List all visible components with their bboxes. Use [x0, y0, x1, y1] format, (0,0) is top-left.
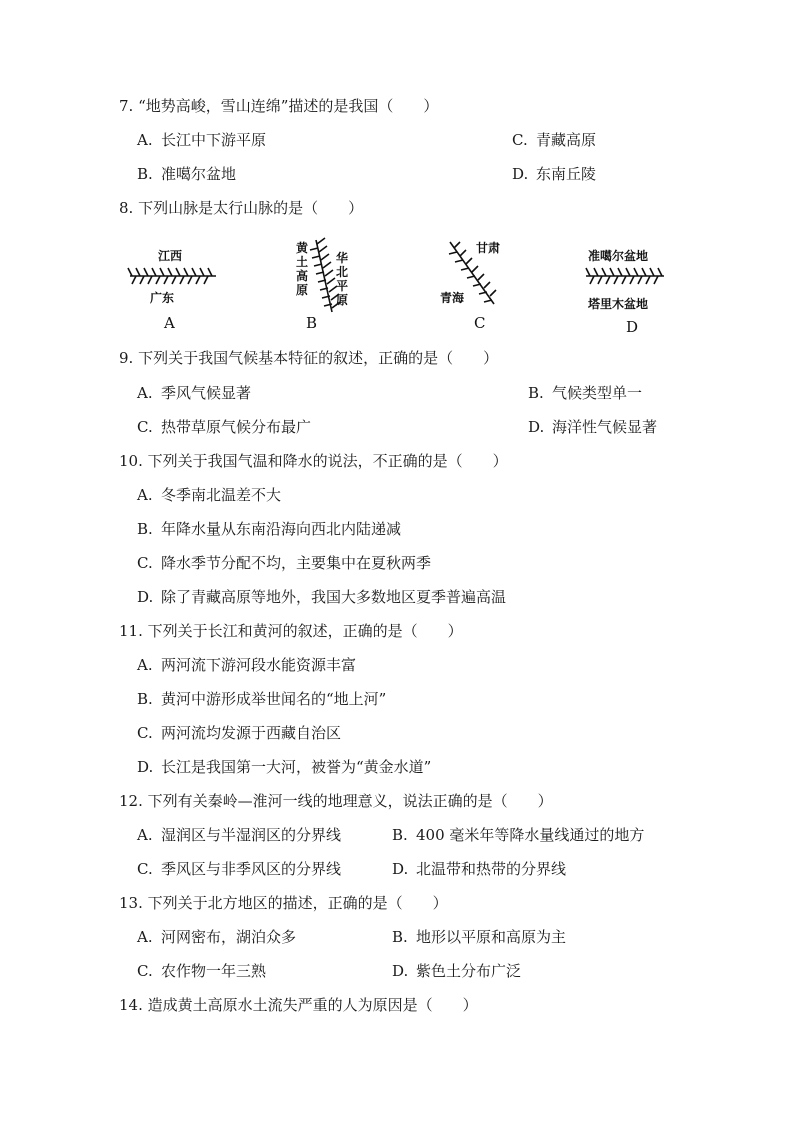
mountain-option-d[interactable] — [586, 248, 664, 336]
question-9-option-c[interactable] — [137, 418, 311, 436]
option-text: 长江中下游平原 — [161, 131, 267, 149]
svg-text:原: 原 — [336, 293, 349, 307]
mountain-option-a[interactable] — [128, 248, 216, 332]
map-label: 青海 — [440, 291, 465, 305]
option-text: 冬季南北温差不大 — [161, 486, 282, 504]
option-letter: D. — [512, 165, 529, 183]
option-letter: D. — [528, 418, 545, 436]
option-letter: C. — [137, 962, 153, 980]
option-letter: C. — [137, 724, 153, 742]
option-letter: B — [306, 314, 318, 332]
option-letter: D — [626, 318, 639, 336]
map-label: 塔里木盆地 — [588, 297, 649, 311]
option-letter: A. — [137, 656, 153, 674]
svg-text:土: 土 — [296, 255, 309, 269]
option-text: 年降水量从东南沿海向西北内陆递减 — [161, 520, 402, 538]
option-text: 气候类型单一 — [552, 384, 643, 402]
question-7-option-c[interactable] — [512, 131, 596, 149]
svg-text:平: 平 — [336, 279, 349, 293]
option-text: 热带草原气候分布最广 — [161, 418, 312, 436]
question-12-option-d[interactable] — [392, 860, 566, 878]
map-label: 准噶尔盆地 — [588, 249, 649, 263]
option-text: 农作物一年三熟 — [161, 962, 267, 980]
question-9-option-b[interactable] — [528, 384, 642, 402]
option-text: 两河流均发源于西藏自治区 — [161, 724, 342, 742]
option-text: 北温带和热带的分界线 — [416, 860, 567, 878]
option-text: 季风气候显著 — [161, 384, 252, 402]
option-letter: C. — [512, 131, 528, 149]
question-8-stem: 8. 下列山脉是太行山脉的是（ ） — [119, 199, 364, 217]
option-text: 黄河中游形成举世闻名的“地上河” — [161, 690, 387, 708]
question-12-option-b[interactable] — [392, 826, 644, 844]
option-letter: D. — [392, 962, 409, 980]
question-10-option-b[interactable] — [137, 520, 401, 538]
option-letter: C. — [137, 860, 153, 878]
option-text: 季风区与非季风区的分界线 — [161, 860, 342, 878]
question-9-option-a[interactable] — [137, 384, 251, 402]
question-11-option-d[interactable] — [137, 758, 431, 776]
option-text: 河网密布，湖泊众多 — [161, 928, 297, 946]
option-letter: D. — [392, 860, 409, 878]
option-letter: A. — [137, 384, 153, 402]
question-13-option-b[interactable] — [392, 928, 566, 946]
question-13-option-a[interactable] — [137, 928, 296, 946]
option-letter: A. — [137, 826, 153, 844]
question-10-option-c[interactable] — [137, 554, 431, 572]
option-text: 除了青藏高原等地外，我国大多数地区夏季普遍高温 — [161, 588, 507, 606]
mountain-symbol-a — [128, 268, 216, 284]
option-text: 长江是我国第一大河，被誉为“黄金水道” — [161, 758, 432, 776]
option-letter: A. — [137, 131, 153, 149]
question-11-stem: 11. 下列关于长江和黄河的叙述，正确的是（ ） — [119, 622, 463, 640]
mountain-option-c[interactable] — [440, 240, 500, 332]
option-text: 青藏高原 — [536, 131, 597, 149]
option-text: 两河流下游河段水能资源丰富 — [161, 656, 357, 674]
question-7-option-b[interactable] — [137, 165, 236, 183]
option-text: 降水季节分配不均，主要集中在夏秋两季 — [161, 554, 432, 572]
option-letter: A. — [137, 486, 153, 504]
option-text: 准噶尔盆地 — [161, 165, 237, 183]
option-letter: B. — [392, 928, 408, 946]
option-letter: D. — [137, 758, 154, 776]
mountain-option-b[interactable] — [296, 238, 348, 332]
option-letter: B. — [137, 690, 153, 708]
question-10-option-d[interactable] — [137, 588, 506, 606]
option-letter: B. — [137, 520, 153, 538]
question-7-option-a[interactable] — [137, 131, 266, 149]
option-letter: C — [474, 314, 486, 332]
question-13-stem: 13. 下列关于北方地区的描述，正确的是（ ） — [119, 894, 448, 912]
mountain-symbol-d — [586, 268, 664, 284]
question-14-stem: 14. 造成黄土高原水土流失严重的人为原因是（ ） — [119, 996, 478, 1014]
option-letter: C. — [137, 418, 153, 436]
question-11-option-b[interactable] — [137, 690, 386, 708]
question-12-option-a[interactable] — [137, 826, 341, 844]
question-13-option-c[interactable] — [137, 962, 266, 980]
svg-text:北: 北 — [336, 265, 349, 279]
svg-text:高: 高 — [296, 269, 309, 283]
mountain-range-diagram — [120, 232, 680, 340]
option-letter: B. — [137, 165, 153, 183]
option-text: 紫色土分布广泛 — [416, 962, 522, 980]
option-letter: B. — [392, 826, 408, 844]
question-11-option-a[interactable] — [137, 656, 356, 674]
question-10-stem: 10. 下列关于我国气温和降水的说法，不正确的是（ ） — [119, 452, 508, 470]
map-label: 甘肃 — [476, 241, 501, 255]
question-12-option-c[interactable] — [137, 860, 341, 878]
option-letter: A — [164, 314, 175, 332]
question-13-option-d[interactable] — [392, 962, 521, 980]
option-text: 400 毫米年等降水量线通过的地方 — [416, 826, 645, 844]
svg-text:黄: 黄 — [296, 241, 309, 255]
question-11-option-c[interactable] — [137, 724, 341, 742]
question-10-option-a[interactable] — [137, 486, 281, 504]
map-label: 江西 — [158, 249, 183, 263]
option-letter: B. — [528, 384, 544, 402]
question-7-option-d[interactable] — [512, 165, 596, 183]
option-text: 东南丘陵 — [536, 165, 597, 183]
option-text: 湿润区与半湿润区的分界线 — [161, 826, 342, 844]
option-text: 海洋性气候显著 — [552, 418, 658, 436]
question-7-stem: 7. “地势高峻，雪山连绵”描述的是我国（ ） — [119, 97, 439, 115]
option-letter: C. — [137, 554, 153, 572]
option-letter: D. — [137, 588, 154, 606]
question-12-stem: 12. 下列有关秦岭—淮河一线的地理意义，说法正确的是（ ） — [119, 792, 553, 810]
option-text: 地形以平原和高原为主 — [416, 928, 567, 946]
svg-text:华: 华 — [336, 251, 349, 265]
question-9-stem: 9. 下列关于我国气候基本特征的叙述，正确的是（ ） — [119, 349, 499, 367]
svg-text:原: 原 — [296, 283, 309, 297]
question-9-option-d[interactable] — [528, 418, 657, 436]
option-letter: A. — [137, 928, 153, 946]
map-label: 广东 — [150, 291, 175, 305]
